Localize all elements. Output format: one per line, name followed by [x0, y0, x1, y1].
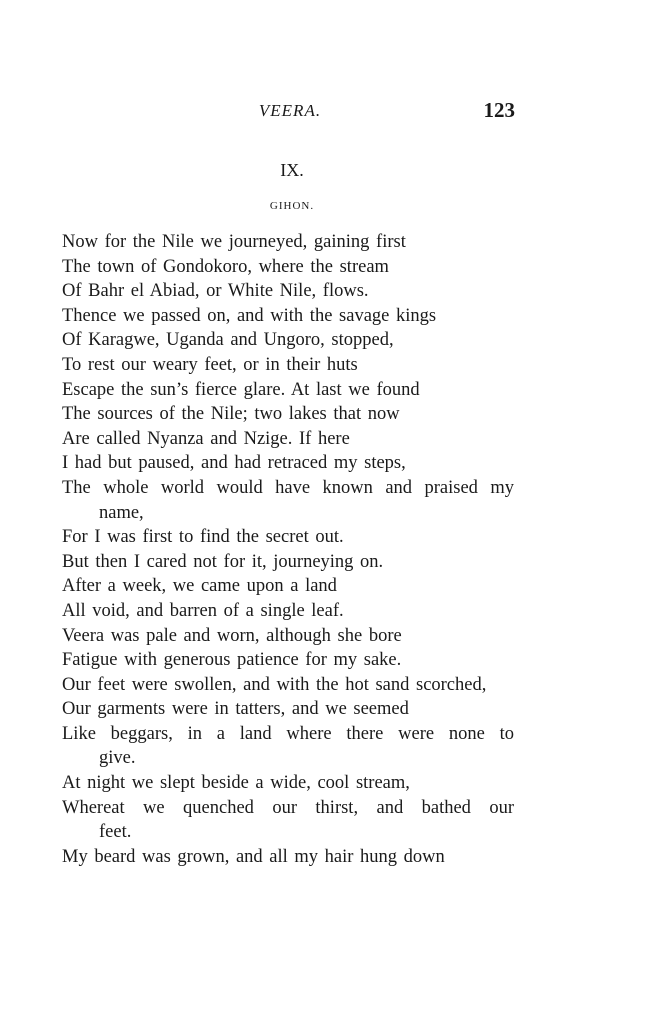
poem-line: The whole world would have known and praised my — [62, 477, 514, 498]
poem-text — [62, 230, 532, 869]
poem-line-continuation: name, — [99, 502, 144, 523]
poem-line: Our feet were swollen, and with the hot sand scorched, — [62, 674, 487, 695]
poem-line: Thence we passed on, and with the savage kings — [62, 305, 437, 326]
poem-line: Veera was pale and worn, although she bore — [62, 625, 402, 646]
poem-line: Fatigue with generous patience for my sake. — [62, 650, 402, 671]
poem-line: Are called Nyanza and Nzige. If here — [62, 428, 350, 449]
poem-line-continuation: feet. — [99, 822, 132, 843]
poem-line: Escape the sun’s fierce glare. At last we found — [62, 379, 420, 400]
poem-line: Our garments were in tatters, and we seemed — [62, 699, 409, 720]
poem-line: To rest our weary feet, or in their huts — [62, 354, 358, 375]
poem-line: Of Karagwe, Uganda and Ungoro, stopped, — [62, 330, 394, 351]
poem-line: The town of Gondokoro, where the stream — [62, 256, 389, 277]
poem-line: The sources of the Nile; two lakes that now — [62, 404, 400, 425]
section-title: GIHON. — [269, 200, 315, 212]
poem-line: For I was first to find the secret out. — [62, 527, 344, 548]
section-number: IX. — [280, 160, 304, 180]
poem-line-continuation: give. — [99, 748, 136, 769]
poem-line: Like beggars, in a land where there were none to — [62, 723, 514, 744]
poem-line: But then I cared not for it, journeying on. — [62, 551, 384, 572]
poem-line: Whereat we quenched our thirst, and bathed our — [62, 797, 514, 818]
poem-line: I had but paused, and had retraced my steps, — [62, 453, 406, 474]
page-number: 123 — [483, 98, 515, 122]
poem-line: At night we slept beside a wide, cool stream, — [62, 773, 410, 794]
poem-line: Of Bahr el Abiad, or White Nile, flows. — [62, 281, 369, 302]
poem-line: Now for the Nile we journeyed, gaining first — [62, 232, 406, 252]
poem-line: After a week, we came upon a land — [62, 576, 337, 597]
poem-line: All void, and barren of a single leaf. — [62, 600, 344, 621]
running-title: VEERA. — [258, 101, 322, 120]
poem-line: My beard was grown, and all my hair hung down — [62, 846, 445, 867]
